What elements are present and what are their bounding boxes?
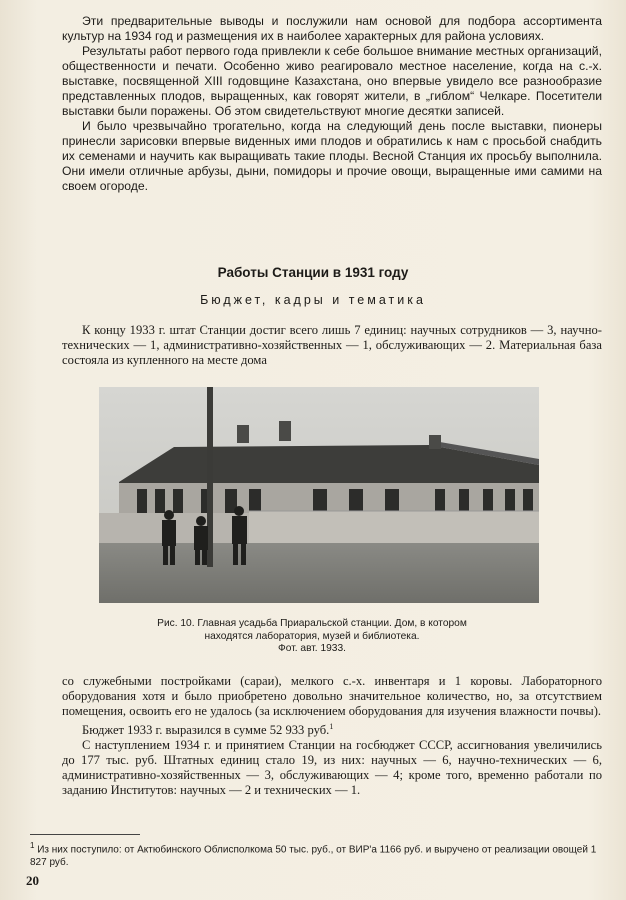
- footnote-rule: [30, 834, 140, 835]
- section-title: Работы Станции в 1931 году: [217, 265, 409, 280]
- paragraph-2: Результаты работ первого года привлекли к себе большое внимание местных организаций, общественности и печати. Особенно живо реагировало местное население, когда на с.-х. выставке, посвященной XIII годовщине Казахстана, оно впервые увидело все разнообразие представленных плодов, выращенных, как говорят жители, в „гиблом“ Челкаре. Посетители выставки были поражены. Об этом свидетельствуют многие десятки записей.: [62, 44, 602, 118]
- paragraph-staff: К концу 1933 г. штат Станции достиг всего лишь 7 единиц: научных сотрудников — 3, научно-технических — 1, административно-хозяйственных — 1, обслуживающих — 2. Материальная база состояла из купленного на месте дома: [62, 323, 602, 367]
- paragraph-3: И было чрезвычайно трогательно, когда на следующий день после выставки, пионеры принесли зарисовки впервые виденных ими плодов и обратились к нам с просьбой снабдить их семенами и научить как выращивать такие плоды. Весной Станция их просьбу выполнила. Они имели отличные арбузы, дыни, помидоры и прочие овощи, выращенные ими самими на своем огороде.: [62, 119, 602, 193]
- section-subtitle: Бюджет, кадры и тематика: [200, 293, 426, 307]
- footnote-ref: 1: [329, 722, 334, 731]
- top-text: [62, 14, 602, 194]
- footnote: [30, 840, 602, 869]
- footnote-text: Из них поступило: от Актюбинского Облисполкома 50 тыс. руб., от ВИР'а 1166 руб. и выручено от реализации овощей 1 827 руб.: [30, 844, 597, 868]
- caption-line-2: находятся лаборатория, музей и библиотека.: [204, 630, 420, 642]
- figure-caption: [62, 618, 562, 656]
- paragraph-1934: С наступлением 1934 г. и принятием Станции на госбюджет СССР, ассигнования увеличились до 177 тыс. руб. Штатных единиц стало 19, из них: научных — 6, научно-технических — 6, административно-хозяйственных — 3, обслуживающих — 4; кроме того, временно работали по заданию Институтов: научных — 2 и технических — 1.: [62, 738, 602, 798]
- budget-text: Бюджет 1933 г. выразился в сумме 52 933 руб.: [82, 723, 330, 738]
- paragraph-1: Эти предварительные выводы и послужили нам основой для подбора ассортимента культур на 1934 год и размещения их в наиболее характерных для района условиях.: [62, 14, 602, 43]
- paragraph-continuation: со служебными постройками (сараи), мелкого с.-х. инвентаря и 1 коровы. Лабораторного оборудования хотя и было приобретено довольно значительное количество, но, за отсутствием помещения, освоить его не удалось (за исключением оборудования для изучения влажности почвы).: [62, 674, 602, 718]
- caption-line-3: Фот. авт. 1933.: [278, 643, 346, 654]
- caption-line-1: Рис. 10. Главная усадьба Приаральской станции. Дом, в котором: [157, 618, 467, 629]
- page-number: 20: [26, 873, 39, 888]
- staff-text: [62, 323, 602, 368]
- paragraph-budget: [62, 719, 602, 738]
- footnote-mark: 1: [30, 841, 35, 850]
- station-photo: [99, 387, 539, 603]
- bottom-text: [62, 674, 602, 798]
